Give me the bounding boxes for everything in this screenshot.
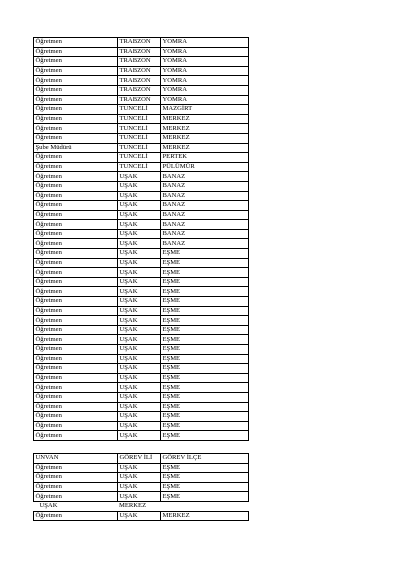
cell-ilce: BANAZ xyxy=(161,220,249,230)
cell-ilce: EŞME xyxy=(161,421,249,431)
cell-il: UŞAK xyxy=(118,249,161,259)
cell-il: TUNCELİ xyxy=(118,124,161,134)
table-row xyxy=(34,421,249,431)
cell-il: TUNCELİ xyxy=(118,105,161,115)
table-row xyxy=(34,316,249,326)
cell-ilce: EŞME xyxy=(161,354,249,364)
table-row xyxy=(34,364,249,374)
cell-unvan: Öğretmen xyxy=(34,239,118,249)
cell-il: UŞAK xyxy=(118,191,161,201)
cell-ilce: BANAZ xyxy=(161,201,249,211)
cell-ilce: EŞME xyxy=(161,392,249,402)
cell-il: TUNCELİ xyxy=(118,133,161,143)
table-row xyxy=(34,492,249,502)
cell-unvan: Öğretmen xyxy=(34,373,118,383)
table-tail xyxy=(34,501,249,520)
table-row xyxy=(34,162,249,172)
cell-ilce: YOMRA xyxy=(161,95,249,105)
cell-ilce: MAZGİRT xyxy=(161,105,249,115)
cell-il: UŞAK xyxy=(118,239,161,249)
header-unvan: UNVAN xyxy=(34,453,118,463)
table-row xyxy=(34,76,249,86)
cell-ilce: EŞME xyxy=(161,287,249,297)
cell-unvan: Öğretmen xyxy=(34,345,118,355)
cell-unvan: Öğretmen xyxy=(34,402,118,412)
cell-ilce: YOMRA xyxy=(161,85,249,95)
cell-il: UŞAK xyxy=(118,306,161,316)
cell-ilce: BANAZ xyxy=(161,229,249,239)
cell-unvan: Öğretmen xyxy=(34,482,118,492)
cell-ilce: BANAZ xyxy=(161,172,249,182)
table-row xyxy=(34,258,249,268)
cell-unvan: Öğretmen xyxy=(34,229,118,239)
cell-ilce: MERKEZ xyxy=(161,114,249,124)
table-row xyxy=(34,511,249,521)
unboxed-empty xyxy=(161,501,249,511)
cell-unvan: Öğretmen xyxy=(34,335,118,345)
cell-il: UŞAK xyxy=(118,463,161,473)
cell-il: TRABZON xyxy=(118,95,161,105)
cell-unvan: Öğretmen xyxy=(34,258,118,268)
table-row xyxy=(34,287,249,297)
cell-unvan: Öğretmen xyxy=(34,124,118,134)
cell-unvan: Öğretmen xyxy=(34,421,118,431)
table-row xyxy=(34,229,249,239)
cell-il: TRABZON xyxy=(118,57,161,67)
cell-il: UŞAK xyxy=(118,335,161,345)
table-header-section xyxy=(34,453,249,463)
table-row xyxy=(34,143,249,153)
cell-ilce: EŞME xyxy=(161,258,249,268)
cell-il: UŞAK xyxy=(118,482,161,492)
cell-il: UŞAK xyxy=(118,373,161,383)
cell-unvan: Öğretmen xyxy=(34,392,118,402)
cell-ilce: EŞME xyxy=(161,463,249,473)
cell-il: TRABZON xyxy=(118,47,161,57)
cell-il: TRABZON xyxy=(118,76,161,86)
table-row xyxy=(34,95,249,105)
cell-il: UŞAK xyxy=(118,181,161,191)
cell-il: TUNCELİ xyxy=(118,153,161,163)
cell-unvan: Öğretmen xyxy=(34,133,118,143)
table-row xyxy=(34,306,249,316)
cell-ilce: YOMRA xyxy=(161,57,249,67)
table-row xyxy=(34,38,249,48)
cell-ilce: MERKEZ xyxy=(161,133,249,143)
cell-unvan: Öğretmen xyxy=(34,492,118,502)
table-row xyxy=(34,85,249,95)
cell-unvan: Şube Müdürü xyxy=(34,143,118,153)
cell-ilce: MERKEZ xyxy=(161,143,249,153)
cell-unvan: Öğretmen xyxy=(34,105,118,115)
header-gorev-ili: GÖREV İLİ xyxy=(118,453,161,463)
cell-unvan: Öğretmen xyxy=(34,383,118,393)
cell-il: UŞAK xyxy=(118,297,161,307)
cell-il: UŞAK xyxy=(118,354,161,364)
cell-il: TUNCELİ xyxy=(118,114,161,124)
cell-ilce: EŞME xyxy=(161,482,249,492)
cell-ilce: EŞME xyxy=(161,277,249,287)
table-row xyxy=(34,114,249,124)
cell-ilce: EŞME xyxy=(161,383,249,393)
cell-ilce: YOMRA xyxy=(161,47,249,57)
cell-ilce: EŞME xyxy=(161,297,249,307)
cell-unvan: Öğretmen xyxy=(34,463,118,473)
cell-ilce: EŞME xyxy=(161,473,249,483)
cell-ilce: MERKEZ xyxy=(161,124,249,134)
cell-ilce: PÜLÜMÜR xyxy=(161,162,249,172)
cell-ilce: YOMRA xyxy=(161,76,249,86)
table-row xyxy=(34,345,249,355)
cell-il: UŞAK xyxy=(118,511,161,521)
table-row xyxy=(34,172,249,182)
table-spacer xyxy=(34,440,249,453)
cell-ilce: EŞME xyxy=(161,345,249,355)
table-body-main xyxy=(34,38,249,441)
cell-ilce: BANAZ xyxy=(161,239,249,249)
cell-ilce: YOMRA xyxy=(161,66,249,76)
cell-unvan: Öğretmen xyxy=(34,114,118,124)
table-row xyxy=(34,268,249,278)
cell-unvan: Öğretmen xyxy=(34,162,118,172)
table-row xyxy=(34,249,249,259)
cell-ilce: BANAZ xyxy=(161,210,249,220)
cell-il: UŞAK xyxy=(118,412,161,422)
cell-unvan: Öğretmen xyxy=(34,85,118,95)
header-row xyxy=(34,453,249,463)
cell-il: UŞAK xyxy=(118,229,161,239)
cell-ilce: EŞME xyxy=(161,492,249,502)
cell-ilce: BANAZ xyxy=(161,181,249,191)
cell-unvan: Öğretmen xyxy=(34,95,118,105)
table-row xyxy=(34,402,249,412)
table-row xyxy=(34,191,249,201)
unboxed-row xyxy=(34,501,249,511)
cell-ilce: BANAZ xyxy=(161,191,249,201)
table-row xyxy=(34,239,249,249)
cell-il: UŞAK xyxy=(118,287,161,297)
cell-il: TRABZON xyxy=(118,38,161,48)
cell-unvan: Öğretmen xyxy=(34,364,118,374)
cell-il: UŞAK xyxy=(118,364,161,374)
table-row xyxy=(34,47,249,57)
cell-unvan: Öğretmen xyxy=(34,412,118,422)
staff-table xyxy=(33,37,249,521)
cell-ilce: EŞME xyxy=(161,325,249,335)
table-row xyxy=(34,124,249,134)
cell-il: UŞAK xyxy=(118,402,161,412)
cell-il: TUNCELİ xyxy=(118,162,161,172)
cell-il: UŞAK xyxy=(118,316,161,326)
cell-ilce: EŞME xyxy=(161,431,249,441)
cell-il: UŞAK xyxy=(118,268,161,278)
table-row xyxy=(34,210,249,220)
table-row xyxy=(34,463,249,473)
cell-il: TRABZON xyxy=(118,85,161,95)
cell-ilce: EŞME xyxy=(161,364,249,374)
cell-il: UŞAK xyxy=(118,345,161,355)
cell-unvan: Öğretmen xyxy=(34,38,118,48)
cell-il: UŞAK xyxy=(118,383,161,393)
blank-row xyxy=(34,440,249,453)
cell-il: UŞAK xyxy=(118,421,161,431)
cell-unvan: Öğretmen xyxy=(34,354,118,364)
cell-unvan: Öğretmen xyxy=(34,76,118,86)
cell-unvan: Öğretmen xyxy=(34,153,118,163)
cell-unvan: Öğretmen xyxy=(34,306,118,316)
cell-ilce: EŞME xyxy=(161,306,249,316)
cell-il: UŞAK xyxy=(118,473,161,483)
cell-unvan: Öğretmen xyxy=(34,325,118,335)
table-row xyxy=(34,57,249,67)
cell-unvan: Öğretmen xyxy=(34,431,118,441)
cell-unvan: Öğretmen xyxy=(34,47,118,57)
cell-il: UŞAK xyxy=(118,392,161,402)
cell-unvan: Öğretmen xyxy=(34,181,118,191)
cell-il: UŞAK xyxy=(118,220,161,230)
table-row xyxy=(34,297,249,307)
table-row xyxy=(34,105,249,115)
cell-il: UŞAK xyxy=(118,492,161,502)
cell-unvan: Öğretmen xyxy=(34,297,118,307)
cell-ilce: MERKEZ xyxy=(161,511,249,521)
table-row xyxy=(34,277,249,287)
unboxed-il: UŞAK xyxy=(34,501,118,511)
unboxed-ilce: MERKEZ xyxy=(118,501,161,511)
cell-ilce: PERTEK xyxy=(161,153,249,163)
cell-unvan: Öğretmen xyxy=(34,249,118,259)
table-row xyxy=(34,482,249,492)
cell-ilce: EŞME xyxy=(161,268,249,278)
cell-unvan: Öğretmen xyxy=(34,511,118,521)
table-row xyxy=(34,220,249,230)
table-row xyxy=(34,373,249,383)
cell-unvan: Öğretmen xyxy=(34,287,118,297)
cell-ilce: EŞME xyxy=(161,335,249,345)
cell-il: UŞAK xyxy=(118,431,161,441)
table-row xyxy=(34,354,249,364)
table-row xyxy=(34,335,249,345)
cell-il: UŞAK xyxy=(118,277,161,287)
cell-unvan: Öğretmen xyxy=(34,57,118,67)
cell-unvan: Öğretmen xyxy=(34,210,118,220)
cell-ilce: EŞME xyxy=(161,249,249,259)
cell-il: UŞAK xyxy=(118,258,161,268)
table-row xyxy=(34,66,249,76)
cell-ilce: EŞME xyxy=(161,412,249,422)
table-row xyxy=(34,392,249,402)
cell-unvan: Öğretmen xyxy=(34,191,118,201)
table-row xyxy=(34,201,249,211)
cell-ilce: EŞME xyxy=(161,402,249,412)
cell-il: UŞAK xyxy=(118,172,161,182)
header-gorev-ilce: GÖREV İLÇE xyxy=(161,453,249,463)
cell-il: TRABZON xyxy=(118,66,161,76)
cell-unvan: Öğretmen xyxy=(34,220,118,230)
table-row xyxy=(34,181,249,191)
table-body-after-header xyxy=(34,463,249,501)
table-row xyxy=(34,383,249,393)
cell-unvan: Öğretmen xyxy=(34,268,118,278)
cell-unvan: Öğretmen xyxy=(34,473,118,483)
table-row xyxy=(34,153,249,163)
cell-ilce: EŞME xyxy=(161,316,249,326)
cell-il: UŞAK xyxy=(118,210,161,220)
cell-unvan: Öğretmen xyxy=(34,66,118,76)
cell-ilce: YOMRA xyxy=(161,38,249,48)
cell-ilce: EŞME xyxy=(161,373,249,383)
table-row xyxy=(34,325,249,335)
cell-unvan: Öğretmen xyxy=(34,277,118,287)
cell-il: TUNCELİ xyxy=(118,143,161,153)
table-row xyxy=(34,133,249,143)
table-row xyxy=(34,473,249,483)
cell-unvan: Öğretmen xyxy=(34,172,118,182)
cell-il: UŞAK xyxy=(118,201,161,211)
cell-unvan: Öğretmen xyxy=(34,316,118,326)
cell-il: UŞAK xyxy=(118,325,161,335)
cell-unvan: Öğretmen xyxy=(34,201,118,211)
table-row xyxy=(34,431,249,441)
table-row xyxy=(34,412,249,422)
